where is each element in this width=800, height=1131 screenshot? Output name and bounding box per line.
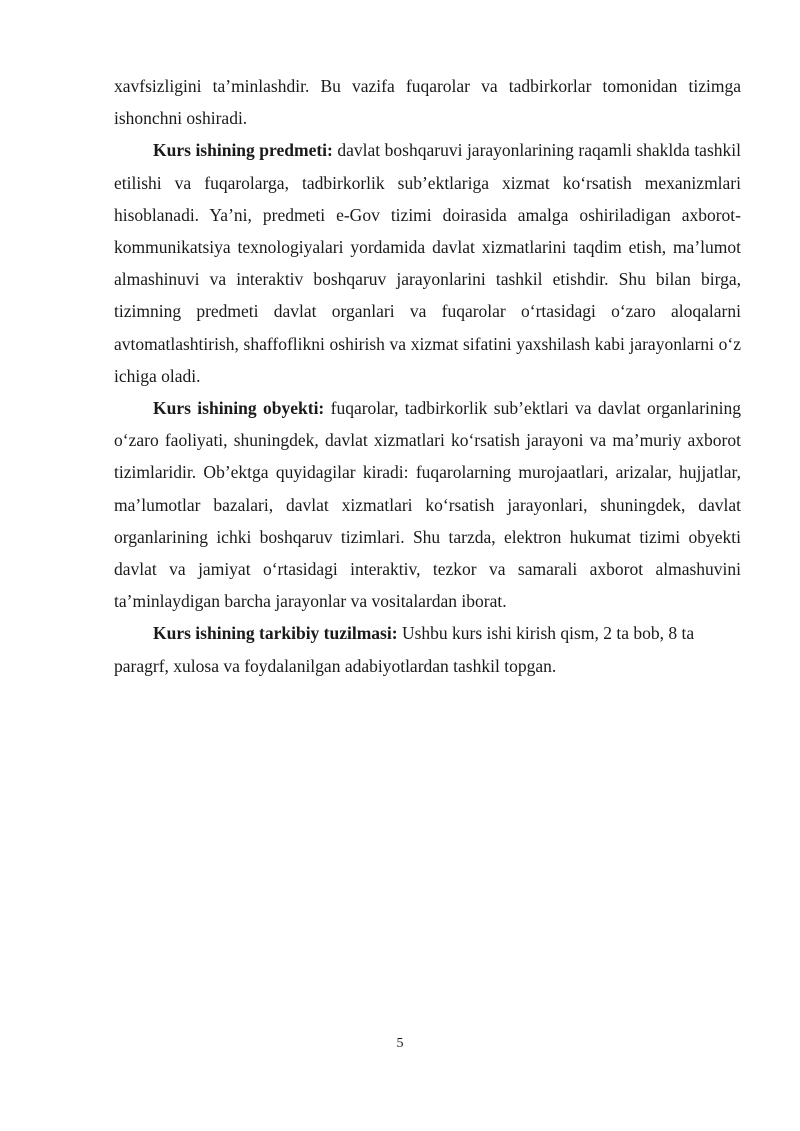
paragraph-intro-continuation (114, 70, 741, 134)
paragraph-subject (114, 134, 741, 392)
page-number: 5 (396, 1036, 404, 1051)
paragraph-lead: Kurs ishining predmeti: (153, 140, 333, 161)
body-text (114, 70, 741, 682)
paragraph-text: xavfsizligini ta’minlashdir. Bu vazifa fuqarolar va tadbirkorlar tomonidan tizimga ishonchni oshiradi. (114, 76, 741, 129)
paragraph-object (114, 392, 741, 617)
paragraph-text: davlat boshqaruvi jarayonlarining raqamli shaklda tashkil etilishi va fuqarolarga, tadbirkorlik sub’ektlariga xizmat ko‘rsatish mexanizmlari hisoblanadi. Ya’ni, predmeti e-Gov tizimi doirasida amalga oshiriladigan axborot-kommunikatsiya texnologiyalari yordamida davlat xizmatlarini taqdim etish, ma’lumot almashinuvi va interaktiv boshqaruv jarayonlarini tashkil etishdir. Shu bilan birga, tizimning predmeti davlat organlari va fuqarolar o‘rtasidagi o‘zaro aloqalarni avtomatlashtirish, shaffoflikni oshirish va xizmat sifatini yaxshilash kabi jarayonlarni o‘z ichiga oladi. (114, 140, 741, 386)
paragraph-structure (114, 617, 741, 681)
paragraph-text: Ushbu kurs ishi kirish qism, 2 ta bob, 8 ta paragrf, xulosa va foydalanilgan adabiyotlardan tashkil topgan. (114, 623, 695, 676)
paragraph-lead: Kurs ishining tarkibiy tuzilmasi: (153, 623, 398, 644)
paragraph-text: fuqarolar, tadbirkorlik sub’ektlari va davlat organlarining o‘zaro faoliyati, shuningdek, davlat xizmatlari ko‘rsatish jarayoni va ma’muriy axborot tizimlaridir. Ob’ektga quyidagilar kiradi: fuqarolarning murojaatlari, arizalar, hujjatlar, ma’lumotlar bazalari, davlat xizmatlari ko‘rsatish jarayonlari, shuningdek, davlat organlarining ichki boshqaruv tizimlari. Shu tarzda, elektron hukumat tizimi obyekti davlat va jamiyat o‘rtasidagi interaktiv, tezkor va samarali axborot almashuvini ta’minlaydigan barcha jarayonlar va vositalardan iborat. (114, 398, 741, 612)
paragraph-lead: Kurs ishining obyekti: (153, 398, 325, 419)
